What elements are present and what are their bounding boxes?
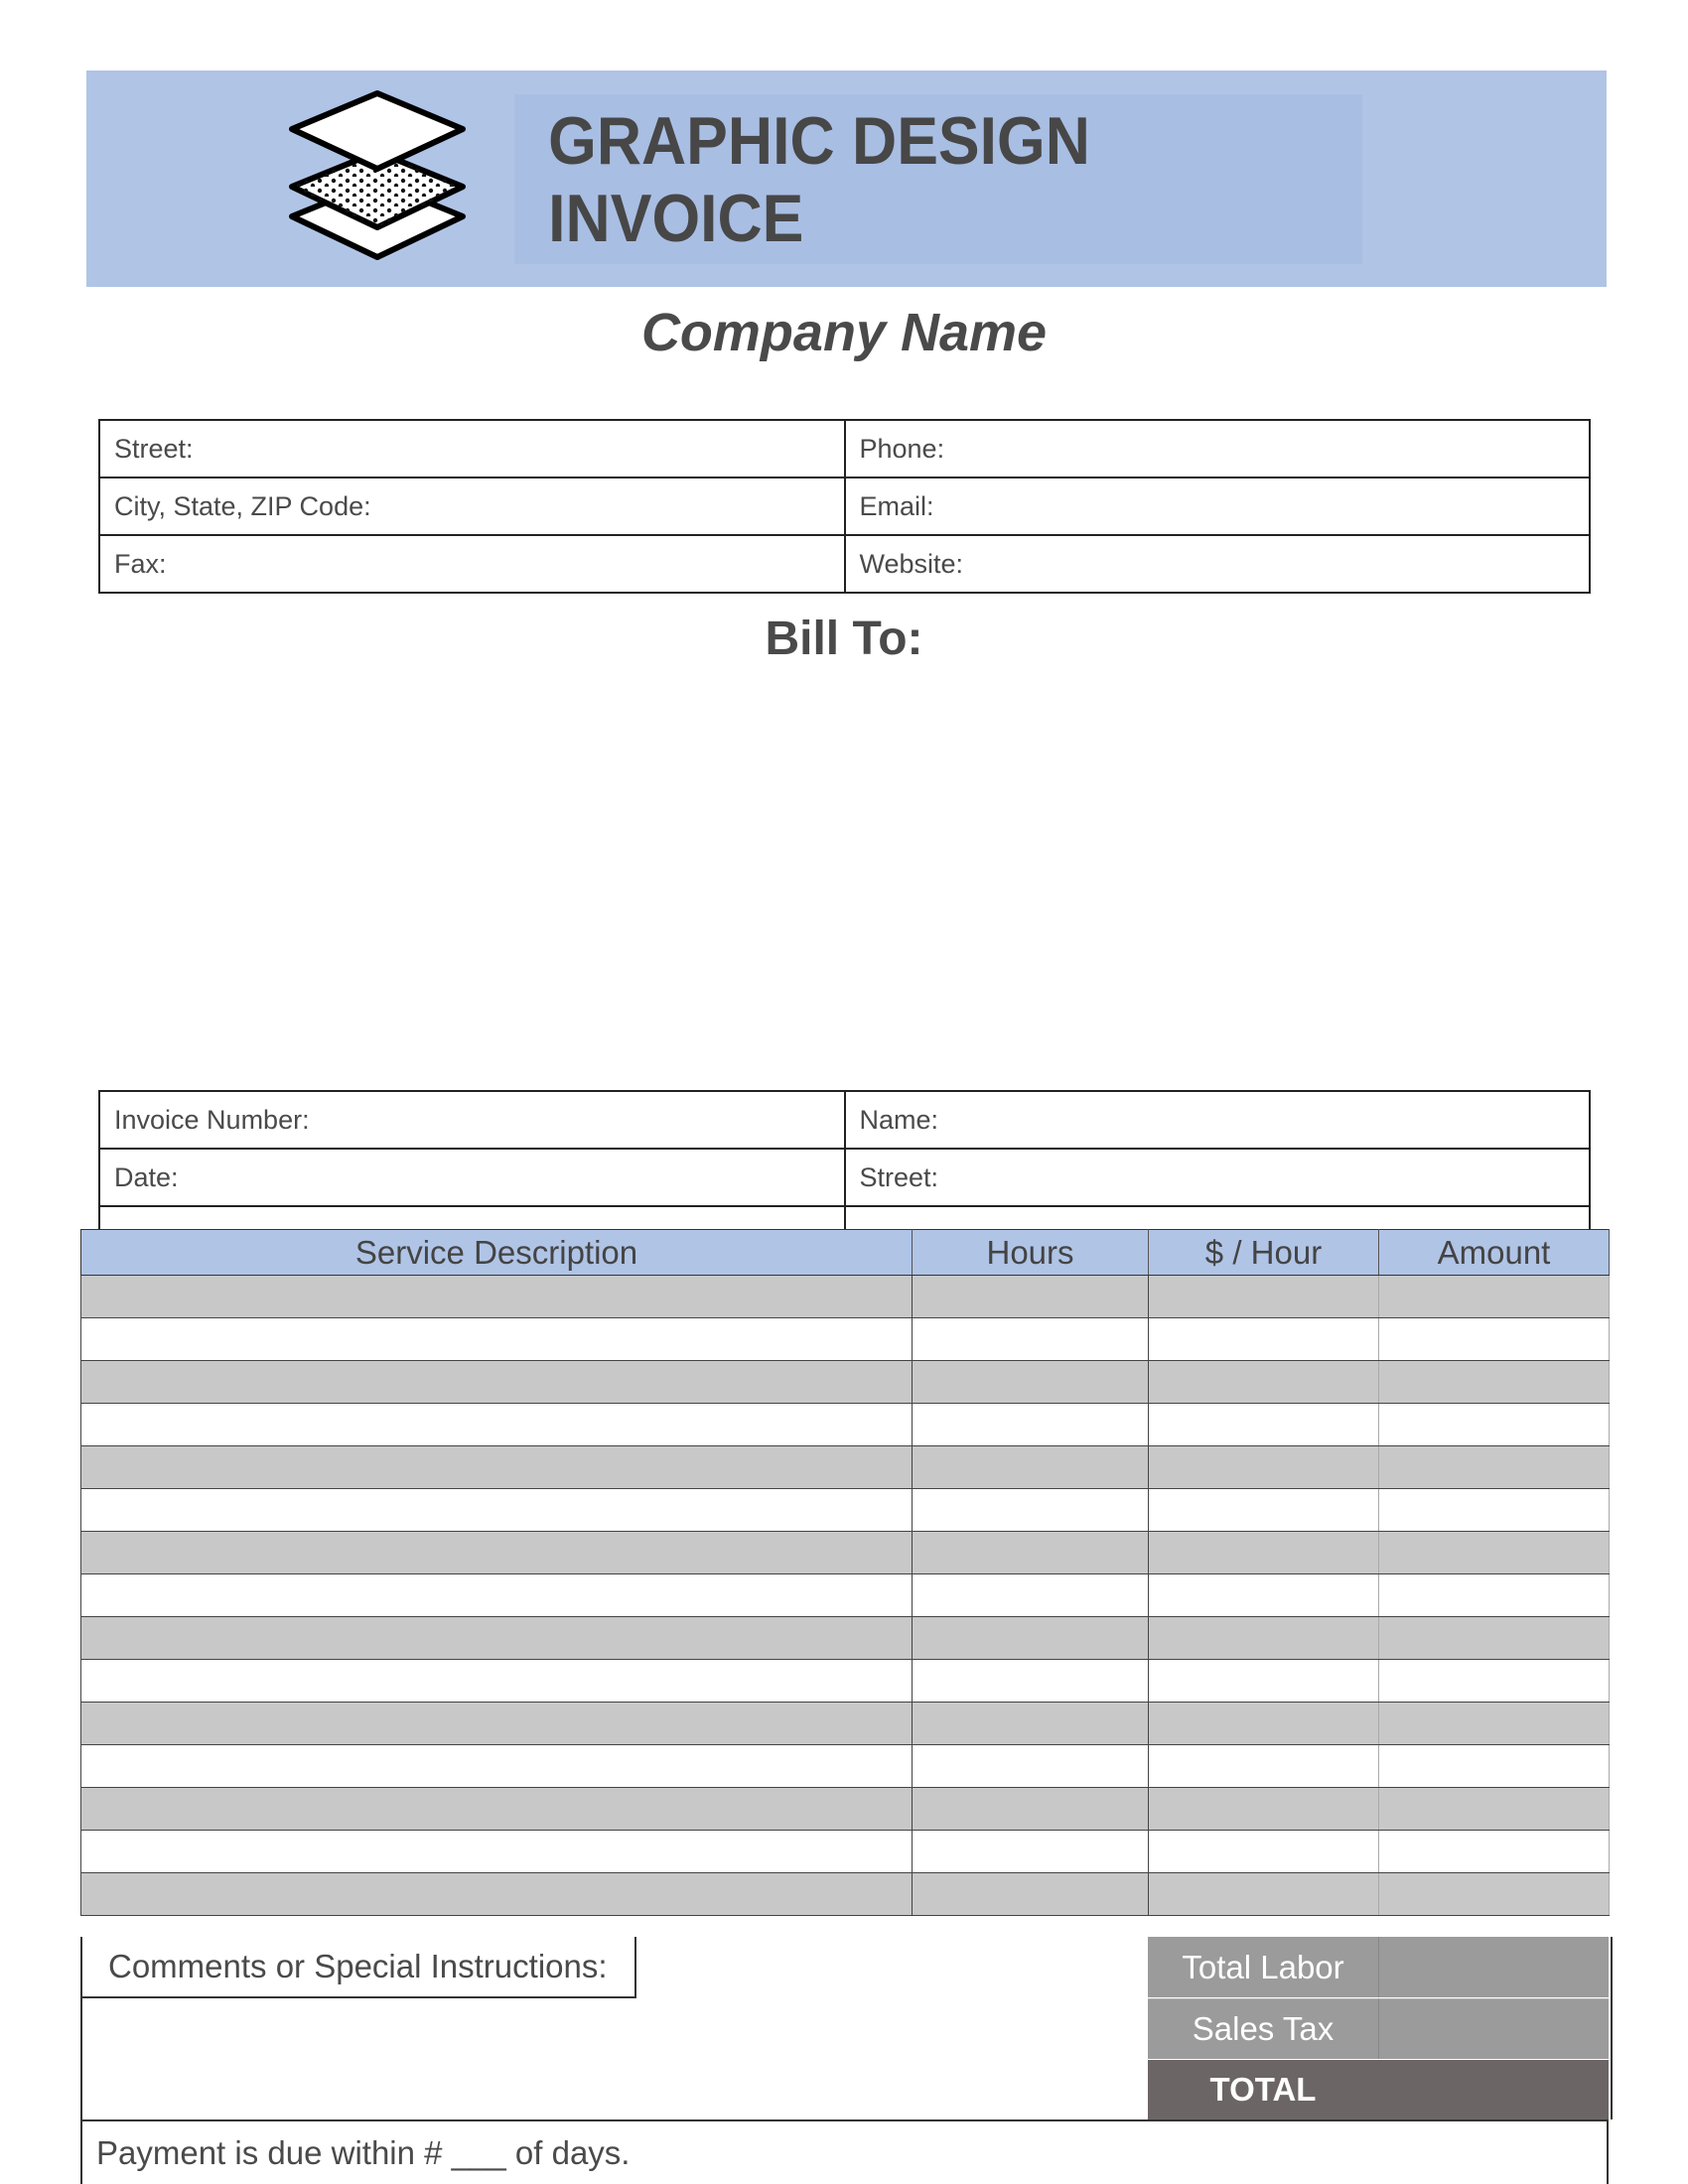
service-description-cell[interactable]	[81, 1446, 913, 1489]
table-row	[99, 1149, 1590, 1206]
service-description-cell[interactable]	[81, 1788, 913, 1831]
table-row	[81, 1532, 1610, 1574]
table-row	[81, 1446, 1610, 1489]
table-row	[81, 1745, 1610, 1788]
hours-cell[interactable]	[913, 1873, 1149, 1916]
table-row	[81, 1574, 1610, 1617]
hours-cell[interactable]	[913, 1446, 1149, 1489]
amount-cell[interactable]	[1379, 1276, 1610, 1318]
hours-cell[interactable]	[913, 1276, 1149, 1318]
amount-header: Amount	[1379, 1230, 1610, 1276]
rate-cell[interactable]	[1149, 1703, 1379, 1745]
amount-cell[interactable]	[1379, 1404, 1610, 1446]
client-info-section	[89, 1082, 1609, 1229]
street-field[interactable]: Street:	[99, 420, 845, 478]
hours-cell[interactable]	[913, 1574, 1149, 1617]
invoice-title: GRAPHIC DESIGN INVOICE	[548, 102, 1090, 256]
hours-header: Hours	[913, 1230, 1149, 1276]
amount-cell[interactable]	[1379, 1660, 1610, 1703]
table-row	[81, 1703, 1610, 1745]
table-row	[99, 1206, 1590, 1229]
hours-cell[interactable]	[913, 1617, 1149, 1660]
service-description-cell[interactable]	[81, 1703, 913, 1745]
table-row	[99, 535, 1590, 593]
rate-cell[interactable]	[1149, 1745, 1379, 1788]
hours-cell[interactable]	[913, 1831, 1149, 1873]
service-description-cell[interactable]	[81, 1532, 913, 1574]
website-field[interactable]: Website:	[845, 535, 1591, 593]
company-info-table	[98, 419, 1591, 594]
services-rows	[81, 1276, 1610, 1916]
table-row	[81, 1404, 1610, 1446]
amount-cell[interactable]	[1379, 1703, 1610, 1745]
comments-label: Comments or Special Instructions:	[80, 1937, 636, 1998]
rate-cell[interactable]	[1149, 1873, 1379, 1916]
client-row-3-right[interactable]	[845, 1206, 1591, 1229]
service-description-cell[interactable]	[81, 1617, 913, 1660]
payment-terms: Payment is due within # ___ of days.	[80, 2119, 1609, 2184]
table-row	[81, 1489, 1610, 1532]
hours-cell[interactable]	[913, 1745, 1149, 1788]
sales-tax-label: Sales Tax	[1148, 1998, 1378, 2059]
hours-cell[interactable]	[913, 1404, 1149, 1446]
services-table	[80, 1229, 1610, 1916]
service-description-cell[interactable]	[81, 1318, 913, 1361]
bill-to-heading: Bill To:	[765, 613, 923, 665]
rate-cell[interactable]	[1149, 1276, 1379, 1318]
amount-cell[interactable]	[1379, 1574, 1610, 1617]
hours-cell[interactable]	[913, 1361, 1149, 1404]
city-state-zip-field[interactable]: City, State, ZIP Code:	[99, 478, 845, 535]
rate-cell[interactable]	[1149, 1404, 1379, 1446]
hours-cell[interactable]	[913, 1660, 1149, 1703]
hours-cell[interactable]	[913, 1788, 1149, 1831]
email-field[interactable]: Email:	[845, 478, 1591, 535]
services-table-wrapper	[80, 1229, 1609, 1916]
client-row-3-left[interactable]	[99, 1206, 845, 1229]
service-description-cell[interactable]	[81, 1660, 913, 1703]
table-row	[81, 1788, 1610, 1831]
service-description-cell[interactable]	[81, 1873, 913, 1916]
amount-cell[interactable]	[1379, 1873, 1610, 1916]
amount-cell[interactable]	[1379, 1532, 1610, 1574]
amount-cell[interactable]	[1379, 1788, 1610, 1831]
amount-cell[interactable]	[1379, 1361, 1610, 1404]
service-description-cell[interactable]	[81, 1361, 913, 1404]
amount-cell[interactable]	[1379, 1617, 1610, 1660]
sales-tax-value[interactable]	[1378, 1998, 1609, 2059]
rate-cell[interactable]	[1149, 1617, 1379, 1660]
table-row	[81, 1873, 1610, 1916]
rate-cell[interactable]	[1149, 1788, 1379, 1831]
phone-field[interactable]: Phone:	[845, 420, 1591, 478]
rate-header: $ / Hour	[1149, 1230, 1379, 1276]
total-labor-label: Total Labor	[1148, 1937, 1378, 1997]
service-description-cell[interactable]	[81, 1404, 913, 1446]
table-row	[81, 1617, 1610, 1660]
amount-cell[interactable]	[1379, 1831, 1610, 1873]
rate-cell[interactable]	[1149, 1532, 1379, 1574]
rate-cell[interactable]	[1149, 1446, 1379, 1489]
date-field[interactable]: Date:	[99, 1149, 845, 1206]
service-description-cell[interactable]	[81, 1745, 913, 1788]
service-description-cell[interactable]	[81, 1489, 913, 1532]
rate-cell[interactable]	[1149, 1361, 1379, 1404]
total-labor-value[interactable]	[1378, 1937, 1609, 1997]
table-row	[81, 1660, 1610, 1703]
rate-cell[interactable]	[1149, 1489, 1379, 1532]
amount-cell[interactable]	[1379, 1745, 1610, 1788]
layers-icon	[288, 87, 467, 266]
rate-cell[interactable]	[1149, 1831, 1379, 1873]
fax-field[interactable]: Fax:	[99, 535, 845, 593]
total-label: TOTAL	[1209, 2071, 1317, 2108]
rate-cell[interactable]	[1149, 1574, 1379, 1617]
table-row	[81, 1831, 1610, 1873]
hours-cell[interactable]	[913, 1703, 1149, 1745]
client-info-table	[98, 1090, 1591, 1229]
hours-cell[interactable]	[913, 1489, 1149, 1532]
service-description-cell[interactable]	[81, 1574, 913, 1617]
table-row	[81, 1276, 1610, 1318]
service-description-cell[interactable]	[81, 1831, 913, 1873]
table-row	[81, 1361, 1610, 1404]
company-name: Company Name	[640, 303, 1048, 362]
rate-cell[interactable]	[1149, 1318, 1379, 1361]
table-row	[99, 1091, 1590, 1149]
hours-cell[interactable]	[913, 1532, 1149, 1574]
invoice-number-field[interactable]: Invoice Number:	[99, 1091, 845, 1149]
client-name-field[interactable]: Name:	[845, 1091, 1591, 1149]
amount-cell[interactable]	[1379, 1446, 1610, 1489]
hours-cell[interactable]	[913, 1318, 1149, 1361]
table-row	[99, 478, 1590, 535]
service-description-cell[interactable]	[81, 1276, 913, 1318]
service-description-header: Service Description	[81, 1230, 913, 1276]
table-row	[99, 420, 1590, 478]
services-header-row	[81, 1230, 1610, 1276]
client-street-field[interactable]: Street:	[845, 1149, 1591, 1206]
rate-cell[interactable]	[1149, 1660, 1379, 1703]
table-row	[81, 1318, 1610, 1361]
amount-cell[interactable]	[1379, 1318, 1610, 1361]
amount-cell[interactable]	[1379, 1489, 1610, 1532]
